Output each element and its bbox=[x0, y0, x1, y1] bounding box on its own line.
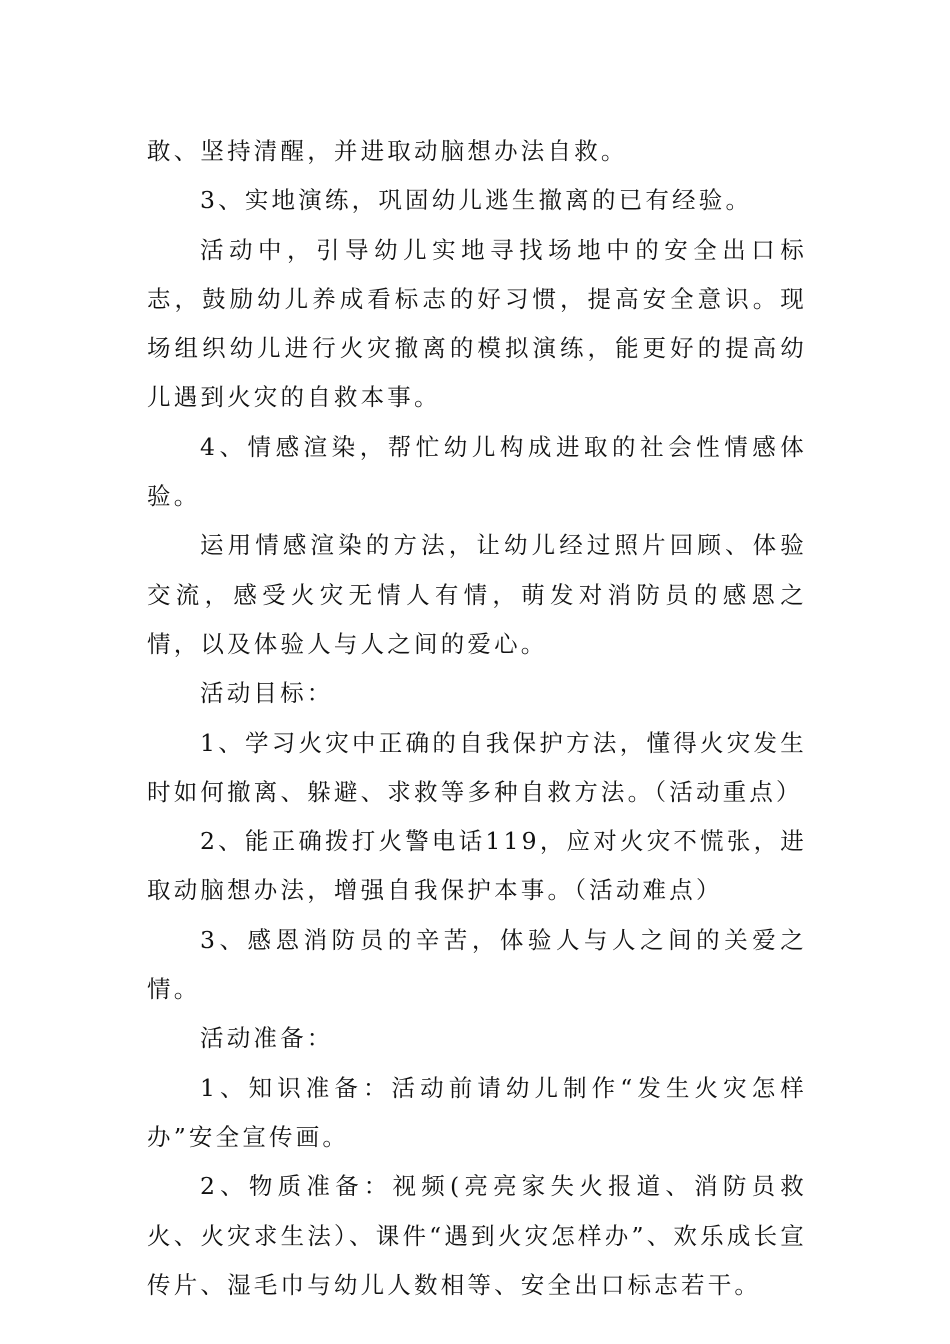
paragraph-drill-heading: 3、实地演练，巩固幼儿逃生撤离的已有经验。 bbox=[200, 186, 753, 215]
goal-item-3: 3、感恩消防员的辛苦，体验人与人之间的关爱之情。 bbox=[147, 925, 807, 1004]
preparation-item-1: 1、知识准备：活动前请幼儿制作“发生火灾怎样办”安全宣传画。 bbox=[147, 1073, 807, 1151]
document-body bbox=[147, 127, 807, 1310]
preparation-item-2: 2、物质准备：视频(亮亮家失火报道、消防员救火、火灾求生法）、课件“遇到火灾怎样办”、欢乐成长宣传片、湿毛巾与幼儿人数相等、安全出口标志若干。 bbox=[147, 1172, 807, 1299]
goal-item-2: 2、能正确拨打火警电话119，应对火灾不慌张，进取动脑想办法，增强自我保护本事。（活动难点） bbox=[147, 827, 807, 905]
goal-item-1: 1、学习火灾中正确的自我保护方法，懂得火灾发生时如何撤离、躲避、求救等多种自救方法。（活动重点） bbox=[147, 728, 807, 806]
section-heading-goals: 活动目标： bbox=[200, 679, 334, 708]
paragraph-emotion-heading: 4、情感渲染，帮忙幼儿构成进取的社会性情感体验。 bbox=[147, 432, 807, 511]
paragraph-continuation: 敢、坚持清醒，并进取动脑想办法自救。 bbox=[147, 137, 628, 165]
section-heading-preparation: 活动准备： bbox=[200, 1024, 334, 1053]
paragraph-drill-body: 活动中，引导幼儿实地寻找场地中的安全出口标志，鼓励幼儿养成看标志的好习惯，提高安全意识。现场组织幼儿进行火灾撤离的模拟演练，能更好的提高幼儿遇到火灾的自救本事。 bbox=[147, 235, 807, 412]
paragraph-emotion-body: 运用情感渲染的方法，让幼儿经过照片回顾、体验交流，感受火灾无情人有情，萌发对消防员的感恩之情，以及体验人与人之间的爱心。 bbox=[147, 531, 807, 658]
